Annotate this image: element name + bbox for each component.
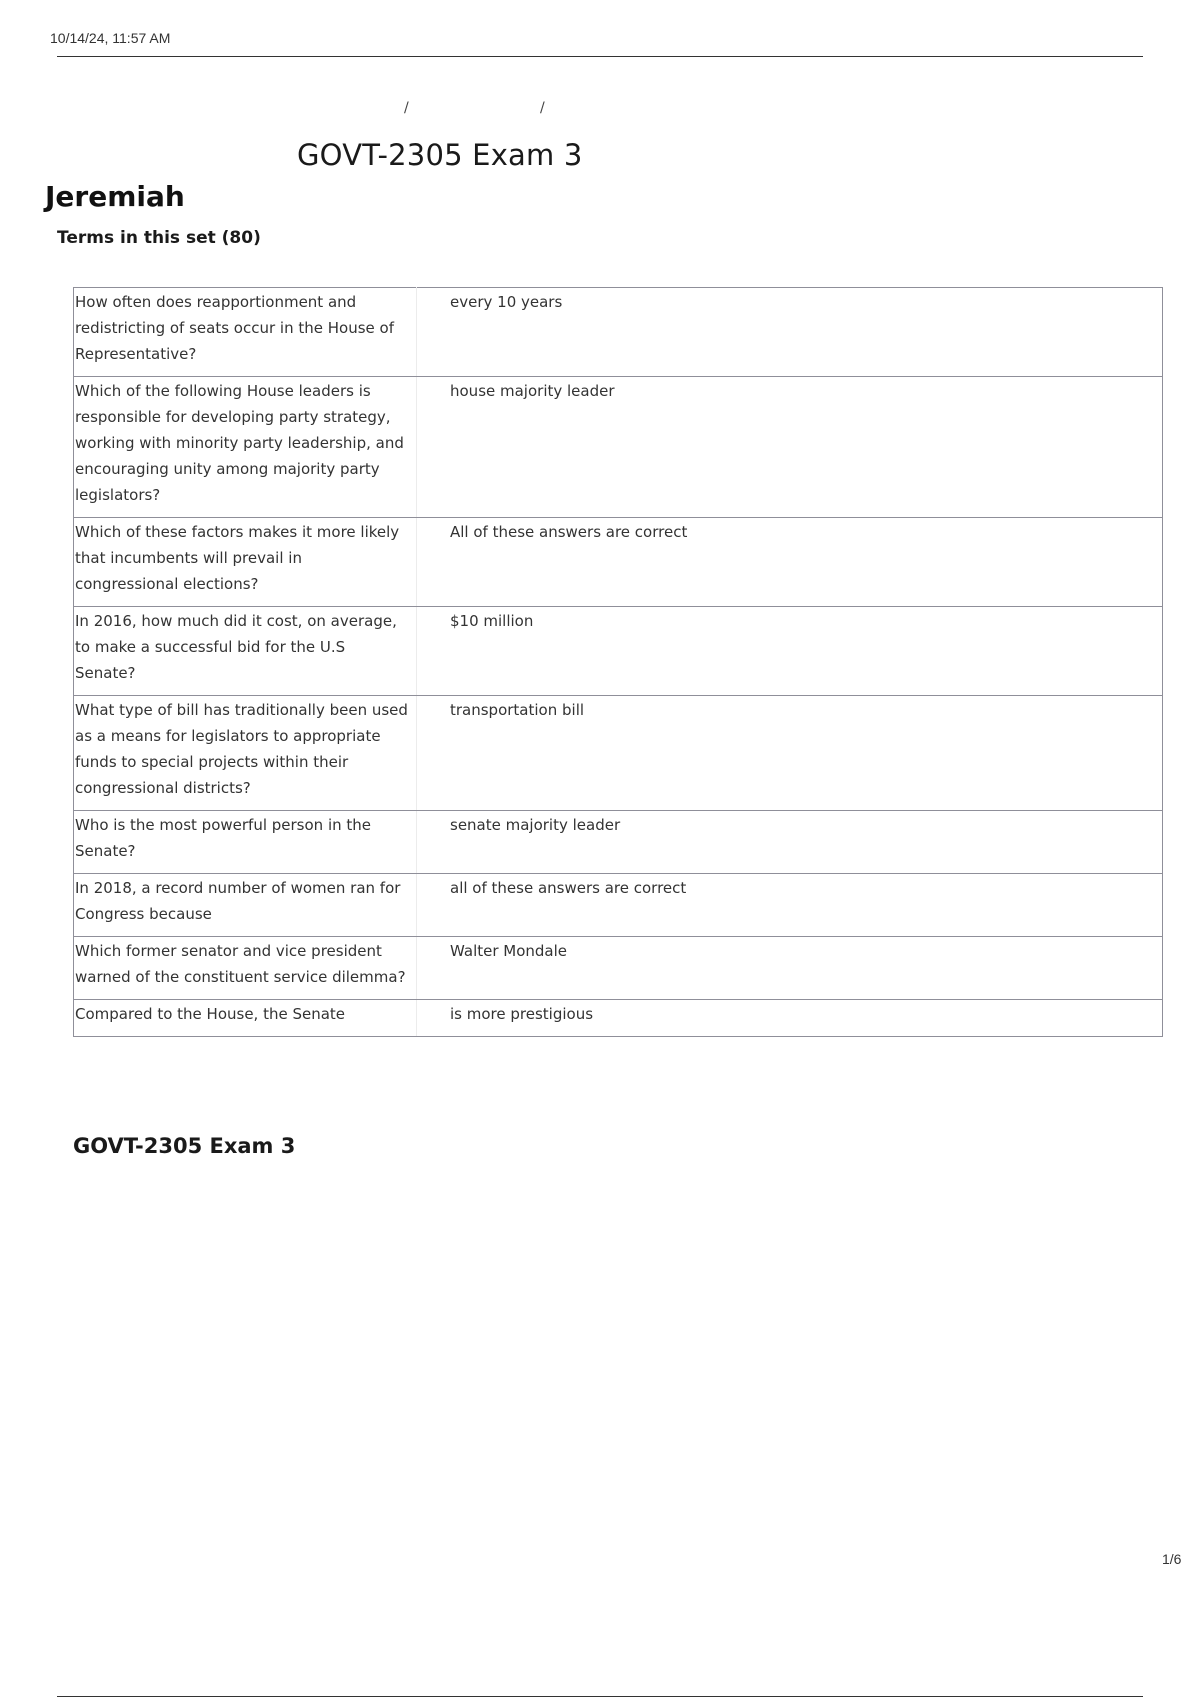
term-cell: Which of the following House leaders is responsible for developing party strategy, working with minority party leadership, and encouraging unity among majority party legislators? [74,377,417,518]
definition-cell: senate majority leader [417,811,1163,874]
print-timestamp: 10/14/24, 11:57 AM [50,30,171,46]
table-row [74,377,1163,518]
definition-cell: All of these answers are correct [417,518,1163,607]
term-cell: How often does reapportionment and redistricting of seats occur in the House of Representative? [74,288,417,377]
page-title: GOVT-2305 Exam 3 [297,138,583,172]
table-row [74,937,1163,1000]
term-cell: In 2018, a record number of women ran for Congress because [74,874,417,937]
breadcrumb-separator: / [540,100,545,116]
definition-cell: all of these answers are correct [417,874,1163,937]
footer-divider [57,1696,1143,1697]
table-row [74,811,1163,874]
definition-cell: house majority leader [417,377,1163,518]
table-row [74,696,1163,811]
footer-title: GOVT-2305 Exam 3 [73,1134,296,1158]
header-divider [57,56,1143,57]
term-cell: Compared to the House, the Senate [74,1000,417,1037]
terms-table [73,287,1163,1037]
definition-cell: every 10 years [417,288,1163,377]
term-cell: What type of bill has traditionally been used as a means for legislators to appropriate funds to special projects within their congressional districts? [74,696,417,811]
table-row [74,607,1163,696]
definition-cell: $10 million [417,607,1163,696]
table-row [74,874,1163,937]
table-row [74,288,1163,377]
term-cell: Who is the most powerful person in the Senate? [74,811,417,874]
table-row [74,518,1163,607]
definition-cell: Walter Mondale [417,937,1163,1000]
term-cell: Which of these factors makes it more likely that incumbents will prevail in congressional elections? [74,518,417,607]
breadcrumb-separator: / [404,100,409,116]
page-number: 1/6 [1162,1551,1182,1567]
terms-count-heading: Terms in this set (80) [57,228,261,248]
term-cell: Which former senator and vice president warned of the constituent service dilemma? [74,937,417,1000]
table-row [74,1000,1163,1037]
definition-cell: transportation bill [417,696,1163,811]
term-cell: In 2016, how much did it cost, on average, to make a successful bid for the U.S Senate? [74,607,417,696]
definition-cell: is more prestigious [417,1000,1163,1037]
author-name: Jeremiah [45,180,185,213]
